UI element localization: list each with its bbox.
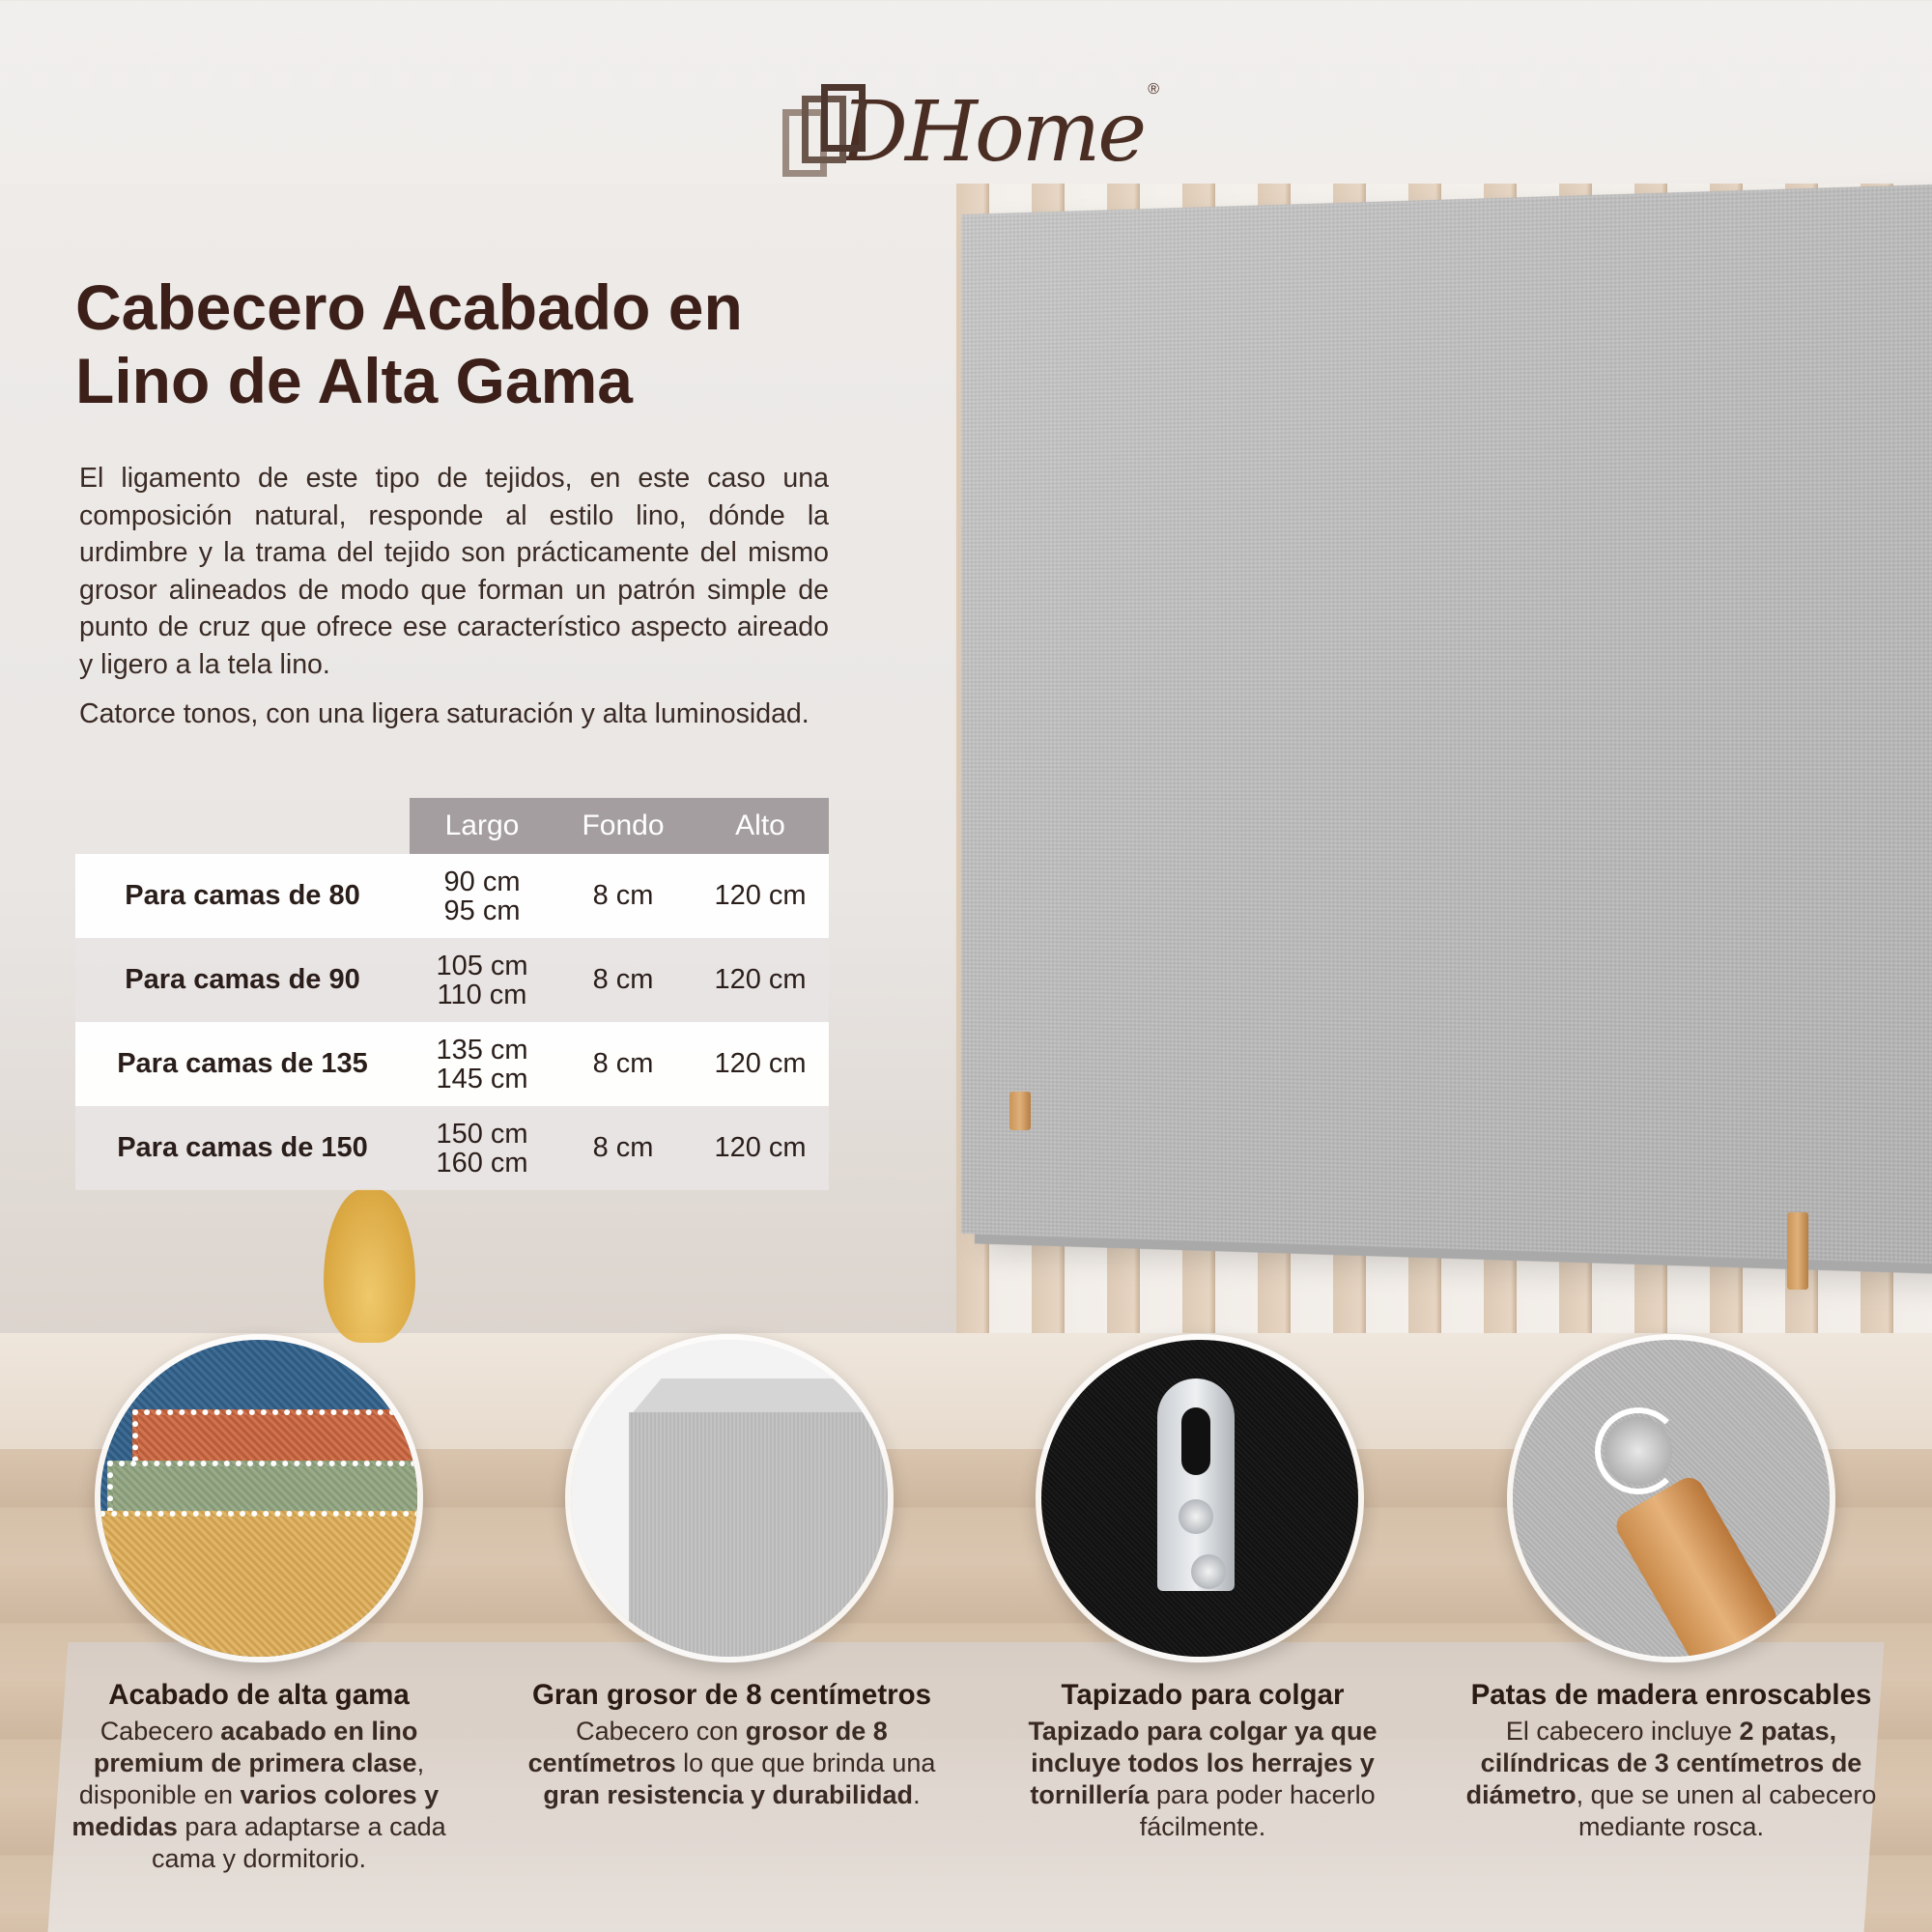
cell-alto: 120 cm: [714, 880, 807, 911]
vase-decoration: [324, 1188, 415, 1343]
brand-name: DHome: [841, 84, 1145, 181]
feature-hanging: [1019, 1679, 1386, 1843]
fabric-swatches-image: [95, 1334, 423, 1662]
header-largo: Largo: [444, 810, 520, 841]
thickness-detail-image: [565, 1334, 894, 1662]
title-line-2: Lino de Alta Gama: [75, 345, 633, 416]
hanging-bracket-image: [1036, 1334, 1364, 1662]
cell-fondo: 8 cm: [592, 880, 654, 911]
feature-title: Gran grosor de 8 centímetros: [531, 1679, 932, 1711]
screw-icon: [1191, 1554, 1226, 1589]
size-table: [75, 798, 829, 1190]
table-row: [75, 938, 829, 1022]
feature-legs: [1449, 1679, 1893, 1843]
table-row: [75, 854, 829, 938]
description-tones: Catorce tonos, con una ligera saturación y alta luminosidad.: [79, 698, 810, 729]
row-label: Para camas de 135: [117, 1048, 368, 1079]
rotate-arrow-icon: [1595, 1407, 1682, 1494]
cell-largo: 135 cm 145 cm: [436, 1034, 528, 1094]
registered-mark: ®: [1148, 81, 1159, 98]
cell-largo: 105 cm 110 cm: [436, 950, 528, 1010]
screw-icon: [1179, 1499, 1213, 1534]
feature-text: El cabecero incluye 2 patas, cilíndricas de 3 centímetros de diámetro, que se unen al cabecero mediante rosca.: [1465, 1717, 1877, 1841]
cell-fondo: 8 cm: [592, 964, 654, 995]
cell-fondo: 8 cm: [592, 1132, 654, 1163]
row-label: Para camas de 90: [125, 964, 360, 995]
feature-thickness: [522, 1679, 942, 1811]
description-paragraph: El ligamento de este tipo de tejidos, en este caso una composición natural, responde al estilo lino, dónde la urdimbre y la trama del tejido son prácticamente del mismo grosor alineados de modo que forman un patrón simple de punto de cruz que ofrece ese característico aspecto aireado y ligero a la tela lino.: [79, 463, 829, 680]
table-row: [75, 1106, 829, 1190]
feature-text: Cabecero con grosor de 8 centímetros lo que que brinda una gran resistencia y durabilidad.: [527, 1717, 936, 1809]
feature-text: Tapizado para colgar ya que incluye todos los herrajes y tornillería para poder hacerlo fácilmente.: [1028, 1717, 1378, 1841]
row-label: Para camas de 150: [117, 1132, 368, 1163]
size-table-header: [410, 798, 829, 854]
feature-title: Patas de madera enroscables: [1470, 1679, 1872, 1711]
cell-fondo: 8 cm: [592, 1048, 654, 1079]
cell-largo: 90 cm 95 cm: [443, 866, 521, 926]
table-row: [75, 1022, 829, 1106]
cell-largo: 150 cm 160 cm: [436, 1118, 528, 1179]
row-label: Para camas de 80: [125, 880, 360, 911]
feature-text: Cabecero acabado en lino premium de primera clase, disponible en varios colores y medidas para adaptarse a cada cama y dormitorio.: [71, 1717, 446, 1873]
title-line-1: Cabecero Acabado en: [75, 271, 743, 343]
feature-title: Tapizado para colgar: [1061, 1679, 1345, 1711]
cell-alto: 120 cm: [714, 1048, 807, 1079]
cell-alto: 120 cm: [714, 964, 807, 995]
header-alto: Alto: [735, 810, 785, 841]
brand-logo: [782, 79, 1159, 185]
feature-finish: [56, 1679, 462, 1875]
headboard-product-image: [961, 185, 1932, 1264]
product-title: [75, 270, 887, 417]
headboard-leg: [1787, 1212, 1808, 1290]
logo-frames-icon: [782, 84, 836, 181]
headboard-leg: [1009, 1092, 1031, 1130]
feature-title: Acabado de alta gama: [108, 1679, 410, 1711]
cell-alto: 120 cm: [714, 1132, 807, 1163]
header-fondo: Fondo: [582, 810, 665, 841]
screw-leg-image: [1507, 1334, 1835, 1662]
